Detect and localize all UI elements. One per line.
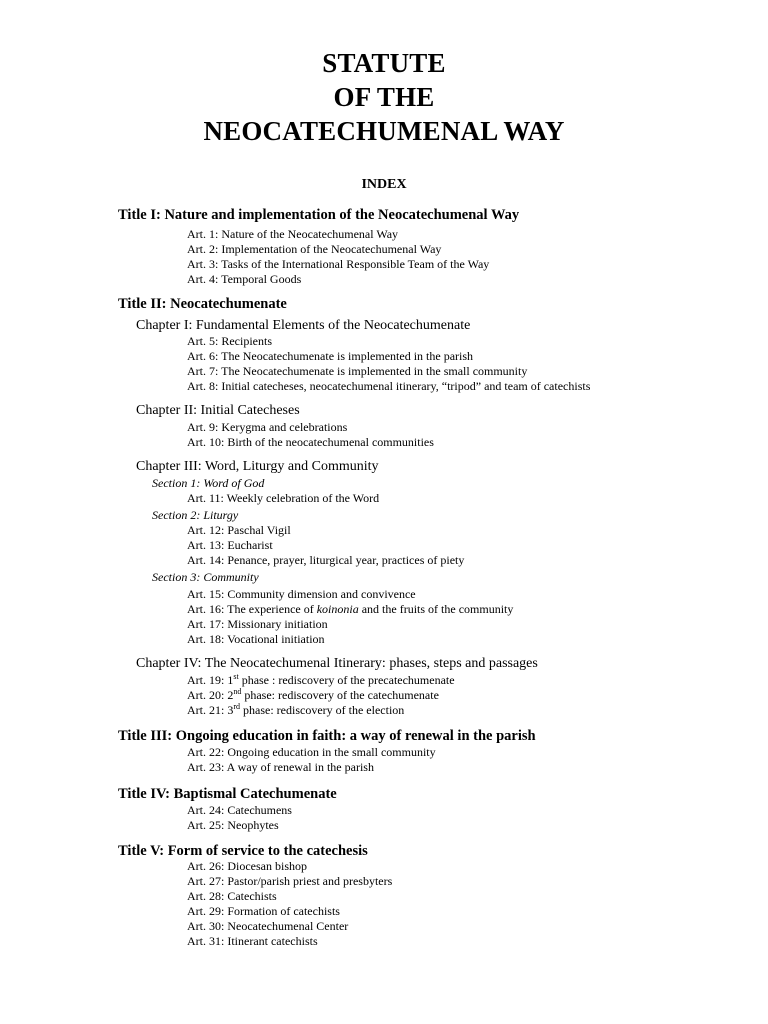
ordinal-suffix: st bbox=[233, 672, 239, 681]
title-line-1: STATUTE bbox=[322, 48, 446, 78]
toc-text: Art. 16: The experience of bbox=[187, 602, 317, 616]
toc-article-entry: Art. 30: Neocatechumenal Center bbox=[187, 919, 349, 933]
toc-article-entry bbox=[187, 703, 404, 718]
toc-article-entry: Art. 9: Kerygma and celebrations bbox=[187, 420, 348, 434]
toc-article-entry: Art. 7: The Neocatechumenate is implemented in the small community bbox=[187, 364, 528, 378]
toc-article-entry: Art. 24: Catechumens bbox=[187, 803, 292, 817]
document-title bbox=[0, 46, 768, 148]
toc-chapter-entry: Chapter IV: The Neocatechumenal Itinerary: phases, steps and passages bbox=[136, 656, 538, 671]
toc-text: phase : rediscovery of the precatechumenate bbox=[238, 673, 455, 687]
index-heading: INDEX bbox=[361, 177, 407, 192]
toc-article-entry: Art. 22: Ongoing education in the small community bbox=[187, 745, 436, 759]
toc-article-entry: Art. 18: Vocational initiation bbox=[187, 632, 325, 646]
ordinal-suffix: rd bbox=[233, 702, 241, 711]
toc-article-entry: Art. 11: Weekly celebration of the Word bbox=[187, 491, 380, 505]
toc-chapter-entry: Chapter I: Fundamental Elements of the Neocatechumenate bbox=[136, 318, 471, 333]
toc-title-entry: Title V: Form of service to the catechesis bbox=[118, 843, 368, 859]
toc-article-entry: Art. 8: Initial catecheses, neocatechumenal itinerary, “tripod” and team of catechists bbox=[187, 379, 591, 393]
toc-article-entry: Art. 29: Formation of catechists bbox=[187, 904, 340, 918]
toc-article-entry: Art. 25: Neophytes bbox=[187, 818, 279, 832]
toc-text: phase: rediscovery of the catechumenate bbox=[241, 688, 439, 702]
toc-chapter-entry: Chapter II: Initial Catecheses bbox=[136, 403, 300, 418]
toc-article-entry: Art. 17: Missionary initiation bbox=[187, 617, 328, 631]
toc-text: and the fruits of the community bbox=[358, 602, 514, 616]
ordinal-suffix: nd bbox=[233, 687, 242, 696]
toc-article-entry: Art. 14: Penance, prayer, liturgical year, practices of piety bbox=[187, 553, 465, 567]
toc-article-entry bbox=[187, 673, 455, 688]
toc-article-entry: Art. 5: Recipients bbox=[187, 334, 272, 348]
toc-article-entry: Art. 6: The Neocatechumenate is implemented in the parish bbox=[187, 349, 474, 363]
toc-article-entry: Art. 23: A way of renewal in the parish bbox=[187, 760, 374, 774]
toc-chapter-entry: Chapter III: Word, Liturgy and Community bbox=[136, 459, 379, 474]
toc-title-entry: Title IV: Baptismal Catechumenate bbox=[118, 786, 337, 802]
toc-title-entry: Title III: Ongoing education in faith: a way of renewal in the parish bbox=[118, 728, 536, 744]
toc-section-entry: Section 1: Word of God bbox=[152, 476, 265, 490]
toc-article-entry: Art. 26: Diocesan bishop bbox=[187, 859, 307, 873]
toc-section-entry: Section 3: Community bbox=[152, 570, 259, 584]
toc-article-entry: Art. 28: Catechists bbox=[187, 889, 277, 903]
toc-article-entry: Art. 3: Tasks of the International Responsible Team of the Way bbox=[187, 257, 490, 271]
toc-article-entry: Art. 13: Eucharist bbox=[187, 538, 273, 552]
toc-article-entry: Art. 2: Implementation of the Neocatechumenal Way bbox=[187, 242, 442, 256]
toc-article-entry: Art. 1: Nature of the Neocatechumenal Way bbox=[187, 227, 399, 241]
toc-section-entry: Section 2: Liturgy bbox=[152, 508, 239, 522]
toc-article-entry: Art. 31: Itinerant catechists bbox=[187, 934, 318, 948]
toc-text: Art. 19: 1 bbox=[187, 673, 234, 687]
toc-article-entry: Art. 27: Pastor/parish priest and presbyters bbox=[187, 874, 393, 888]
toc-article-entry: Art. 15: Community dimension and convivence bbox=[187, 587, 416, 601]
toc-text: Art. 21: 3 bbox=[187, 703, 234, 717]
toc-article-entry: Art. 10: Birth of the neocatechumenal communities bbox=[187, 435, 434, 449]
toc-article-entry bbox=[187, 602, 513, 617]
toc-text: Art. 20: 2 bbox=[187, 688, 234, 702]
italic-term: koinonia bbox=[316, 602, 359, 616]
toc-article-entry bbox=[187, 688, 439, 703]
toc-article-entry: Art. 4: Temporal Goods bbox=[187, 272, 302, 286]
toc-article-entry: Art. 12: Paschal Vigil bbox=[187, 523, 291, 537]
title-line-2: OF THE bbox=[333, 82, 435, 112]
toc-text: phase: rediscovery of the election bbox=[240, 703, 405, 717]
title-line-3: NEOCATECHUMENAL WAY bbox=[203, 116, 565, 146]
toc-title-entry: Title I: Nature and implementation of the Neocatechumenal Way bbox=[118, 207, 520, 223]
toc-title-entry: Title II: Neocatechumenate bbox=[118, 296, 287, 312]
